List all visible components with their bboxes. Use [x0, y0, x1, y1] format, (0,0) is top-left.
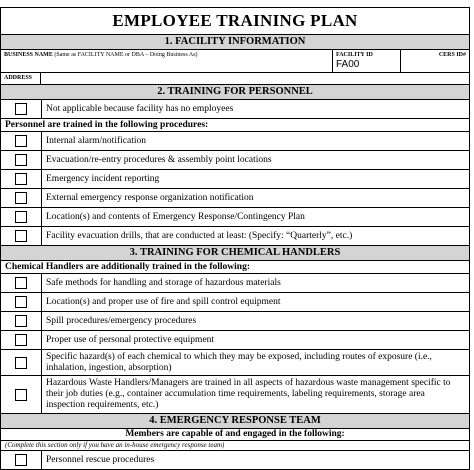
checklist-item-label: Personnel rescue procedures [46, 454, 155, 465]
form-title: EMPLOYEE TRAINING PLAN [0, 7, 470, 34]
checklist-row [0, 450, 470, 470]
not-applicable-label: Not applicable because facility has no employees [46, 103, 234, 114]
checklist-item-label: Location(s) and proper use of fire and spill control equipment [46, 296, 281, 307]
checkbox[interactable] [15, 357, 27, 369]
checkbox[interactable] [15, 173, 27, 185]
checkbox[interactable] [15, 154, 27, 166]
checkbox[interactable] [15, 192, 27, 204]
checklist-row [0, 169, 470, 188]
checklist-row [0, 375, 470, 413]
checklist-row [0, 349, 470, 375]
checklist-row [0, 311, 470, 330]
checklist-row [0, 273, 470, 292]
checkbox[interactable] [15, 135, 27, 147]
checkbox[interactable] [15, 296, 27, 308]
checklist-row-drill-frequency [0, 226, 470, 245]
cers-id-label: CERS ID# [438, 52, 466, 58]
business-name-field[interactable] [1, 50, 333, 72]
address-field[interactable] [41, 73, 469, 84]
checklist-row [0, 292, 470, 311]
checkbox-not-applicable[interactable] [15, 103, 27, 115]
checklist-row [0, 207, 470, 226]
checklist-row [0, 188, 470, 207]
checklist-item-label: Evacuation/re-entry procedures & assembly point locations [46, 154, 272, 165]
section-heading-emergency-response-team: 4. EMERGENCY RESPONSE TEAM [0, 413, 470, 428]
emergency-team-note: (Complete this section only if you have an in-house emergency response team) [0, 440, 470, 450]
section-heading-personnel: 2. TRAINING FOR PERSONNEL [0, 84, 470, 99]
checklist-row-not-applicable [0, 99, 470, 118]
checkbox[interactable] [15, 334, 27, 346]
checklist-item-label: Emergency incident reporting [46, 173, 160, 184]
checklist-row [0, 131, 470, 150]
checkbox[interactable] [15, 315, 27, 327]
facility-id-value: FA00 [336, 59, 360, 70]
checkbox[interactable] [15, 454, 27, 466]
checklist-item-label: Spill procedures/emergency procedures [46, 315, 197, 326]
checkbox[interactable] [15, 277, 27, 289]
facility-id-label: FACILITY ID [336, 52, 373, 58]
address-label: ADDRESS [1, 73, 41, 84]
facility-id-field[interactable] [333, 50, 401, 72]
chemical-handlers-subheading: Chemical Handlers are additionally trained in the following: [0, 260, 470, 273]
checkbox[interactable] [15, 211, 27, 223]
training-plan-form [0, 7, 470, 470]
emergency-team-subheading: Members are capable of and engaged in the following: [0, 428, 470, 440]
checklist-item-label: Proper use of personal protective equipment [46, 334, 215, 345]
section-heading-chemical-handlers: 3. TRAINING FOR CHEMICAL HANDLERS [0, 245, 470, 260]
section-heading-facility-info: 1. FACILITY INFORMATION [0, 34, 470, 49]
personnel-subheading: Personnel are trained in the following procedures: [0, 118, 470, 131]
checklist-item-label: Facility evacuation drills, that are conducted at least: (Specify: “Quarterly”, etc.) [46, 230, 353, 241]
address-row [0, 72, 470, 84]
checklist-item-label: Internal alarm/notification [46, 135, 146, 146]
business-name-hint: (Same as FACILITY NAME or DBA – Doing Business As) [54, 52, 198, 58]
business-name-row [0, 49, 470, 72]
checklist-item-label: Hazardous Waste Handlers/Managers are trained in all aspects of hazardous waste management specific to their job duties (e.g., container accumulation time requirements, labeling requirements, storage area inspection requirements, etc.) [46, 378, 451, 410]
checkbox[interactable] [15, 230, 27, 242]
cers-id-field[interactable] [401, 50, 469, 72]
checklist-row [0, 330, 470, 349]
checklist-item-label: Specific hazard(s) of each chemical to which they may be exposed, including routes of exposure (i.e., inhalation, ingestion, absorption) [46, 351, 432, 373]
checklist-item-label: External emergency response organization notification [46, 192, 254, 203]
checklist-row [0, 150, 470, 169]
business-name-label: BUSINESS NAME [4, 52, 53, 58]
checklist-item-label: Safe methods for handling and storage of hazardous materials [46, 277, 281, 288]
checkbox[interactable] [15, 389, 27, 401]
checklist-item-label: Location(s) and contents of Emergency Response/Contingency Plan [46, 211, 305, 222]
